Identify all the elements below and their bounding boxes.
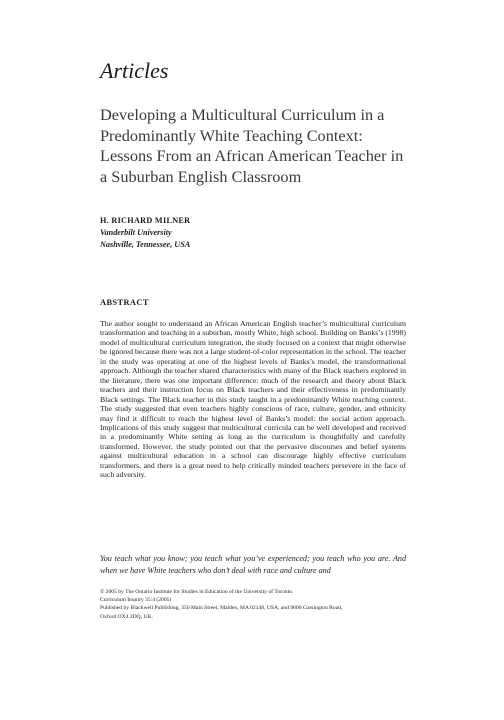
author-location: Nashville, Tennessee, USA xyxy=(100,239,191,249)
footer-copyright: © 2005 by The Ontario Institute for Studies in Education of the University of Toronto. xyxy=(100,589,294,595)
abstract-heading: ABSTRACT xyxy=(100,298,149,307)
opening-quote: You teach what you know; you teach what you’ve experienced; you teach who you are. And when we have White teachers who don’t deal with race and culture and xyxy=(100,554,406,575)
section-label: Articles xyxy=(100,58,169,83)
footer xyxy=(100,588,406,621)
author-affiliation: Vanderbilt University xyxy=(100,227,172,237)
author-name: H. RICHARD MILNER xyxy=(100,216,191,225)
footer-publisher-line2: Oxford OX4 2DQ, UK. xyxy=(100,613,153,620)
footer-publisher-line1: Published by Blackwell Publishing, 350 Main Street, Malden, MA 02148, USA, and 9600 Garsington Road, xyxy=(100,605,343,612)
article-title: Developing a Multicultural Curriculum in a Predominantly White Teaching Context: Lessons From an African American Teacher in a Suburban English Classroom xyxy=(100,105,404,186)
author-block xyxy=(100,215,190,250)
abstract-text: The author sought to understand an African American English teacher’s multicultural curriculum transformation and teaching in a suburban, mostly White, high school. Building on Banks’s (1998) model of multicultural curriculum integration, the study focused on a context that might otherwise be ignored because there was not a large student-of-color representation in the school. The teacher in the study was operating at one of the highest levels of Banks’s model, the transformational approach. Although the teacher shared characteristics with many of the Black teachers explored in the literature, there was one important difference: much of the research and theory about Black teachers and their instruction focus on Black teachers and their effectiveness in predominantly Black settings. The Black teacher in this study taught in a predominantly White teaching context. The study suggested that even teachers highly conscious of race, culture, gender, and ethnicity may find it difficult to reach the highest level of Banks’s model: the social action approach. Implications of this study suggest that multicultural curricula can be well developed and received in a predominantly White setting as long as the curriculum is thoughtfully and carefully transformed. However, the study pointed out that the pervasive discourses and belief systems against multicultural education in a school can discourage highly effective curriculum transformers, and there is a great need to help critically minded teachers persevere in the face of such adversity. xyxy=(100,319,406,480)
footer-citation: Curriculum Inquiry 35:4 (2005) xyxy=(100,597,172,604)
